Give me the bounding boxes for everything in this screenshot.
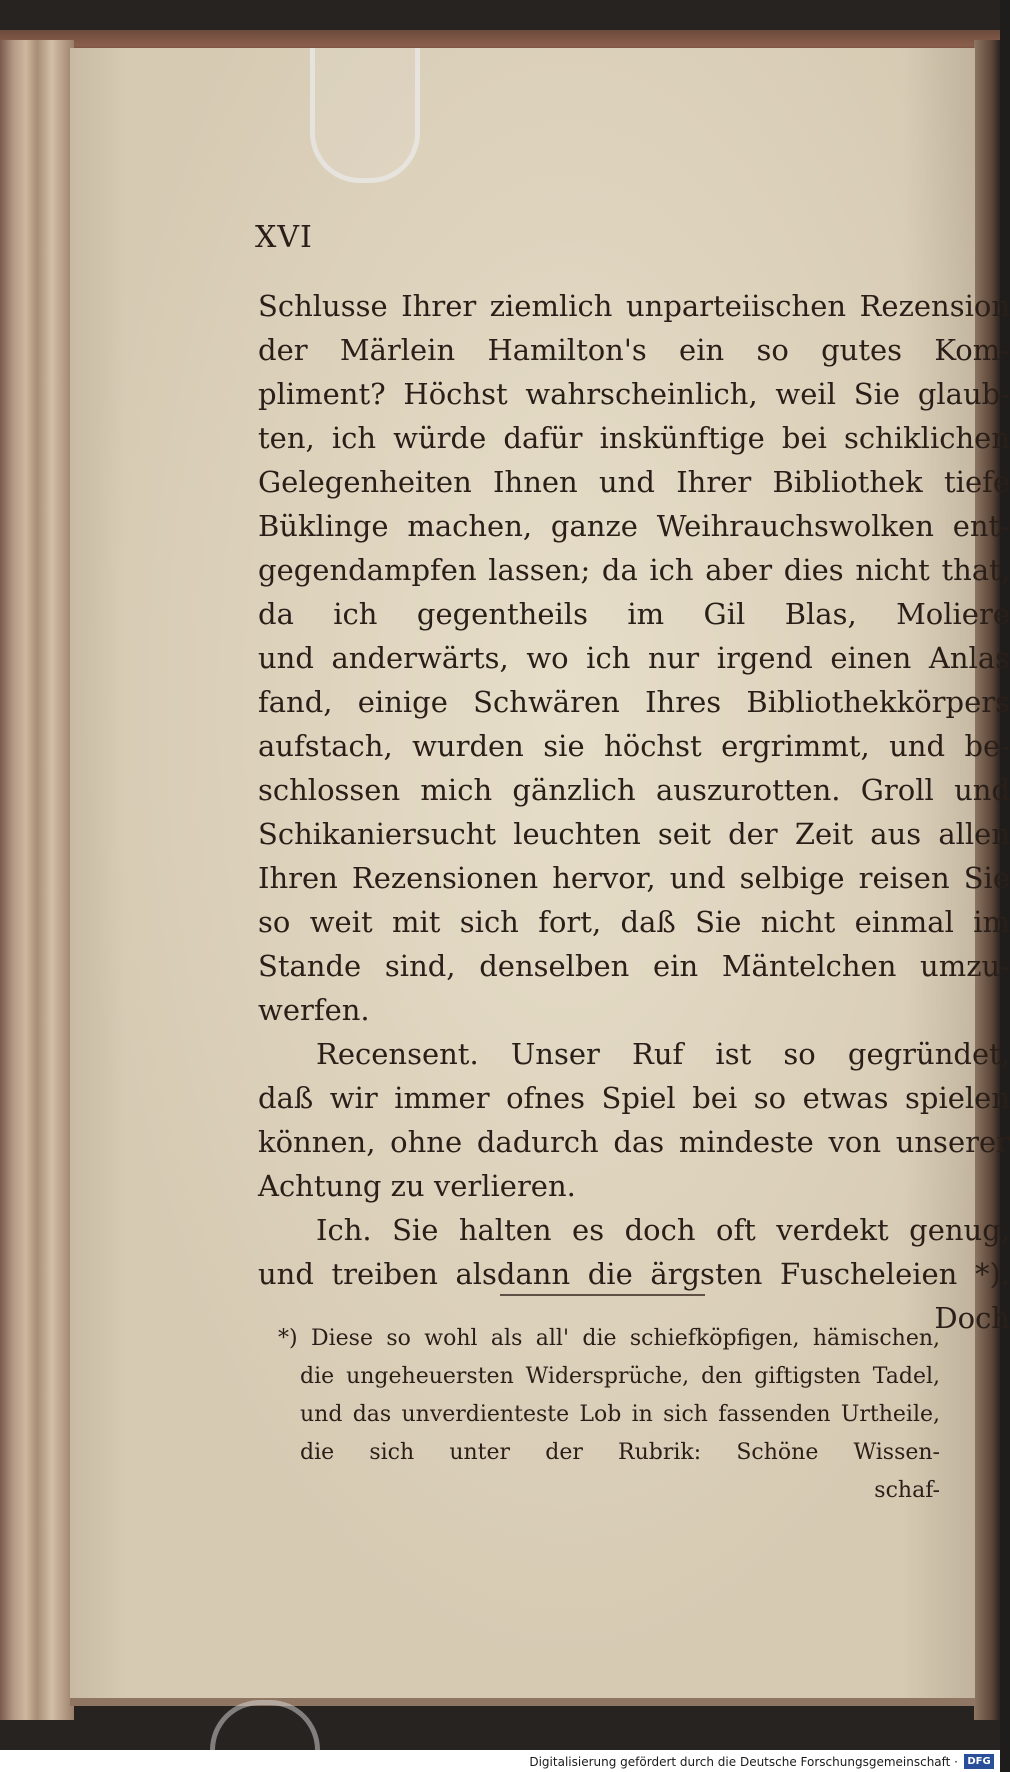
text-line: gegendampfen lassen; da ich aber dies nicht that, <box>258 553 1010 587</box>
text-line: der Märlein Hamilton's ein so gutes Kom- <box>258 333 1010 367</box>
book-left-edge <box>0 40 74 1720</box>
text-line: aufstach, wurden sie höchst ergrimmt, und be- <box>258 729 1010 763</box>
footnote-line: die sich unter der Rubrik: Schöne Wissen- <box>300 1440 940 1465</box>
footnote-line: schaf- <box>874 1478 940 1503</box>
text-line: so weit mit sich fort, daß Sie nicht einmal im <box>258 905 1010 939</box>
text-line: werfen. <box>258 993 370 1027</box>
text-line: Gelegenheiten Ihnen und Ihrer Bibliothek tiefe <box>258 465 1010 499</box>
text-line: fand, einige Schwären Ihres Bibliothekkörpers <box>258 685 1010 719</box>
text-line: Ihren Rezensionen hervor, und selbige reisen Sie <box>258 861 1010 895</box>
text-line: Schikaniersucht leuchten seit der Zeit aus allen <box>258 817 1010 851</box>
text-line: Schlusse Ihrer ziemlich unparteiischen Rezension <box>258 289 1010 323</box>
footnote-divider <box>500 1294 705 1296</box>
dfg-logo: DFG <box>964 1754 994 1769</box>
text-line: Recensent. Unser Ruf ist so gegründet, <box>316 1037 1010 1071</box>
text-line: daß wir immer ofnes Spiel bei so etwas spielen <box>258 1081 1010 1115</box>
page-number: XVI <box>255 220 313 255</box>
footnote <box>278 1320 940 1510</box>
text-line: Ich. Sie halten es doch oft verdekt genug, <box>316 1213 1010 1247</box>
text-line: Stande sind, denselben ein Mäntelchen umzu- <box>258 949 1010 983</box>
text-line: und anderwärts, wo ich nur irgend einen Anlas <box>258 641 1010 675</box>
text-line: pliment? Höchst wahrscheinlich, weil Sie glaub- <box>258 377 1010 411</box>
text-line: können, ohne dadurch das mindeste von unserer <box>258 1125 1010 1159</box>
footnote-line: die ungeheuersten Widersprüche, den giftigsten Tadel, <box>300 1364 940 1389</box>
credit-bar <box>0 1750 1000 1772</box>
text-line: schlossen mich gänzlich auszurotten. Groll und <box>258 773 1010 807</box>
page-clip-top <box>310 48 420 183</box>
catchword: Doch <box>934 1301 1010 1335</box>
text-line: ten, ich würde dafür inskünftige bei schiklichen <box>258 421 1010 455</box>
footnote-line: und das unverdienteste Lob in sich fassenden Urtheile, <box>300 1402 940 1427</box>
text-line: Achtung zu verlieren. <box>258 1169 576 1203</box>
body-text <box>258 284 1010 1340</box>
footnote-line: *) Diese so wohl als all' die schiefköpfigen, hämischen, <box>278 1326 940 1351</box>
digitization-credit: Digitalisierung gefördert durch die Deutsche Forschungsgemeinschaft · <box>529 1755 958 1769</box>
text-line: und treiben alsdann die ärgsten Fuscheleien *). <box>258 1257 1010 1291</box>
text-line: Büklinge machen, ganze Weihrauchswolken ent- <box>258 509 1010 543</box>
text-line: da ich gegentheils im Gil Blas, Moliere <box>258 597 1010 631</box>
